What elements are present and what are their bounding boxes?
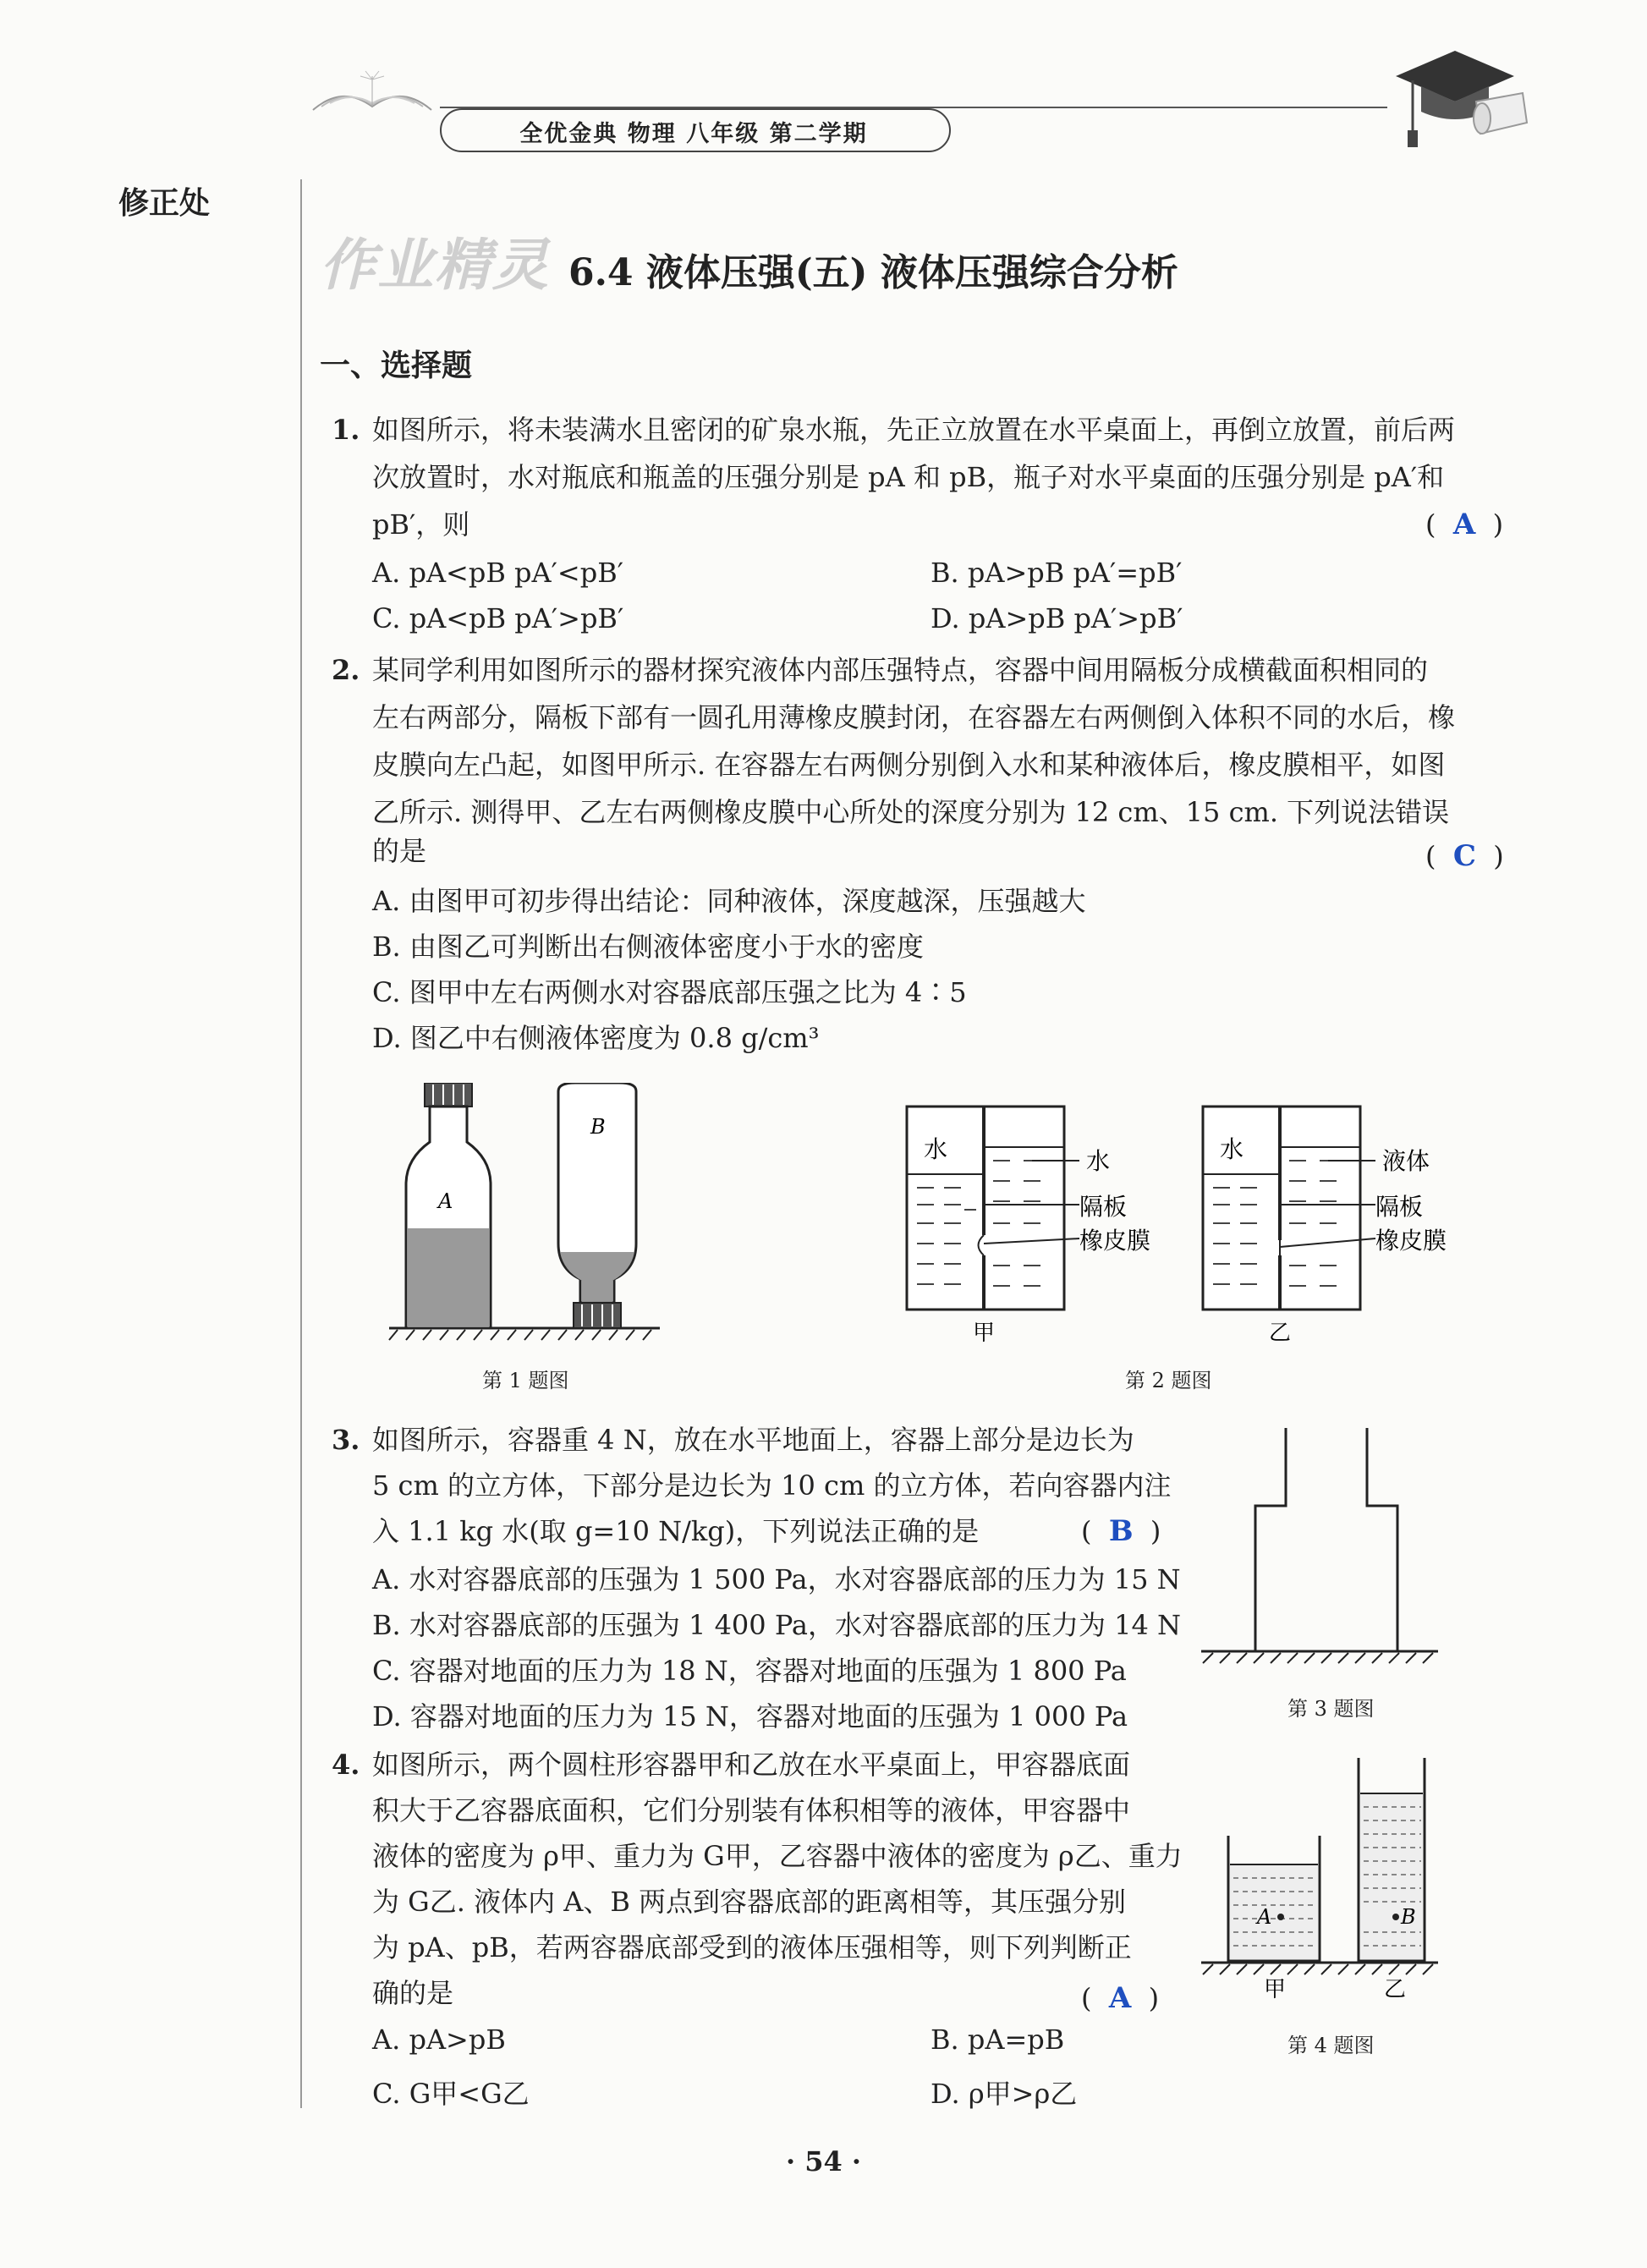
membrane-label: 橡皮膜 xyxy=(1375,1227,1447,1255)
answer-paren: ( A ) xyxy=(1425,508,1504,541)
water-label-right: 水 xyxy=(1086,1147,1111,1175)
figure-2 xyxy=(905,1100,1480,1348)
answer: A xyxy=(1108,1981,1132,2015)
answer-paren: ( B ) xyxy=(1081,1514,1161,1548)
option-a: A. pA>pB xyxy=(372,2024,506,2056)
option-d: D. 图乙中右侧液体密度为 0.8 g/cm³ xyxy=(372,1022,820,1054)
jia-label: 甲 xyxy=(1264,1977,1287,2002)
question-2-line-3: 皮膜向左凸起，如图甲所示. 在容器左右两侧分别倒入水和某种液体后，橡皮膜相平，如图 xyxy=(372,749,1446,781)
header-book-icon xyxy=(305,68,440,122)
page-number: · 54 · xyxy=(785,2145,862,2177)
option-c: C. G甲<G乙 xyxy=(372,2078,530,2110)
option-d: D. ρ甲>ρ乙 xyxy=(931,2078,1078,2110)
question-number: 3. xyxy=(332,1424,360,1456)
correction-label: 修正处 xyxy=(118,186,211,221)
option-a: A. 由图甲可初步得出结论：同种液体，深度越深，压强越大 xyxy=(372,885,1086,917)
yi-label: 乙 xyxy=(1384,1977,1407,2002)
answer-paren: ( C ) xyxy=(1425,839,1504,873)
bottle-b-label: B xyxy=(590,1115,606,1139)
question-4-line-1: 如图所示，两个圆柱形容器甲和乙放在水平桌面上，甲容器底面 xyxy=(372,1749,1131,1781)
divider-label: 隔板 xyxy=(1079,1193,1128,1221)
answer: A xyxy=(1452,508,1476,541)
question-1-line-1: 如图所示，将未装满水且密闭的矿泉水瓶，先正立放置在水平桌面上，再倒立放置，前后两 xyxy=(372,414,1456,446)
figure-4-caption: 第 4 题图 xyxy=(1287,2034,1375,2057)
point-a-label: A xyxy=(1257,1905,1272,1929)
figure-2-caption: 第 2 题图 xyxy=(1125,1369,1212,1392)
jia-label: 甲 xyxy=(973,1321,996,1345)
question-number: 1. xyxy=(332,414,360,446)
question-2-line-4: 乙所示. 测得甲、乙左右两侧橡皮膜中心所处的深度分别为 12 cm、15 cm. 下列说法错误 xyxy=(372,796,1450,828)
question-1 xyxy=(332,406,360,453)
membrane-label: 橡皮膜 xyxy=(1079,1227,1151,1255)
container-yi xyxy=(1203,1107,1447,1345)
question-4-line-2: 积大于乙容器底面积，它们分别装有体积相等的液体，甲容器中 xyxy=(372,1794,1131,1826)
question-number: 2. xyxy=(332,654,360,686)
margin-rule xyxy=(300,179,302,2108)
watermark: 作业精灵 xyxy=(320,233,550,298)
figure-3 xyxy=(1193,1421,1447,1670)
graduation-cap-icon xyxy=(1387,42,1531,156)
liquid-label: 液体 xyxy=(1382,1147,1430,1175)
container-jia xyxy=(907,1107,1150,1345)
option-b: B. pA>pB pA′=pB′ xyxy=(931,557,1183,589)
option-a: A. pA<pB pA′<pB′ xyxy=(372,557,623,589)
question-4-line-5: 为 pA、pB，若两容器底部受到的液体压强相等，则下列判断正 xyxy=(372,1931,1132,1963)
answer-paren: ( A ) xyxy=(1081,1981,1160,2015)
question-2-line-2: 左右两部分，隔板下部有一圆孔用薄橡皮膜封闭，在容器左右两侧倒入体积不同的水后，橡 xyxy=(372,701,1456,733)
bottle-a-label: A xyxy=(438,1189,453,1213)
figure-1-caption: 第 1 题图 xyxy=(482,1369,569,1392)
option-b: B. 由图乙可判断出右侧液体密度小于水的密度 xyxy=(372,931,924,963)
question-3-line-2: 5 cm 的立方体，下部分是边长为 10 cm 的立方体，若向容器内注 xyxy=(372,1469,1172,1502)
question-2-line-5: 的是 xyxy=(372,835,427,867)
question-4-line-3: 液体的密度为 ρ甲、重力为 G甲，乙容器中液体的密度为 ρ乙、重力 xyxy=(372,1840,1183,1872)
option-c: C. 图甲中左右两侧水对容器底部压强之比为 4∶5 xyxy=(372,976,967,1008)
header-title: 全优金典 物理 八年级 第二学期 xyxy=(519,121,868,147)
question-1-line-3: pB′，则 xyxy=(372,508,470,541)
question-1-line-2: 次放置时，水对瓶底和瓶盖的压强分别是 pA 和 pB，瓶子对水平桌面的压强分别是 pA′和 xyxy=(372,461,1445,493)
point-b-label: B xyxy=(1401,1905,1416,1929)
question-4-line-4: 为 G乙. 液体内 A、B 两点到容器底部的距离相等，其压强分别 xyxy=(372,1886,1127,1918)
page-title: 6.4 液体压强(五) 液体压强综合分析 xyxy=(568,251,1178,294)
option-c: C. 容器对地面的压力为 18 N，容器对地面的压强为 1 800 Pa xyxy=(372,1655,1127,1687)
option-d: D. pA>pB pA′>pB′ xyxy=(931,602,1183,634)
option-c: C. pA<pB pA′>pB′ xyxy=(372,602,624,634)
yi-label: 乙 xyxy=(1269,1321,1292,1345)
section-heading: 一、选择题 xyxy=(320,349,473,383)
water-label-left: 水 xyxy=(924,1135,948,1163)
option-b: B. pA=pB xyxy=(931,2024,1065,2056)
question-number: 4. xyxy=(332,1749,360,1781)
option-d: D. 容器对地面的压力为 15 N，容器对地面的压强为 1 000 Pa xyxy=(372,1700,1128,1733)
answer: B xyxy=(1108,1514,1134,1548)
option-a: A. 水对容器底部的压强为 1 500 Pa，水对容器底部的压力为 15 N xyxy=(372,1563,1181,1595)
water-label-left: 水 xyxy=(1220,1135,1244,1163)
figure-1 xyxy=(381,1083,744,1357)
figure-4 xyxy=(1193,1751,1447,2008)
question-2-line-1: 某同学利用如图所示的器材探究液体内部压强特点，容器中间用隔板分成横截面积相同的 xyxy=(372,654,1429,686)
question-3-line-1: 如图所示，容器重 4 N，放在水平地面上，容器上部分是边长为 xyxy=(372,1424,1134,1456)
option-b: B. 水对容器底部的压强为 1 400 Pa，水对容器底部的压力为 14 N xyxy=(372,1609,1182,1641)
question-4-line-6: 确的是 xyxy=(372,1977,454,2009)
question-3-line-3: 入 1.1 kg 水(取 g=10 N/kg)，下列说法正确的是 xyxy=(372,1515,980,1547)
figure-3-caption: 第 3 题图 xyxy=(1287,1697,1375,1721)
divider-label: 隔板 xyxy=(1375,1193,1424,1221)
answer: C xyxy=(1452,839,1476,873)
